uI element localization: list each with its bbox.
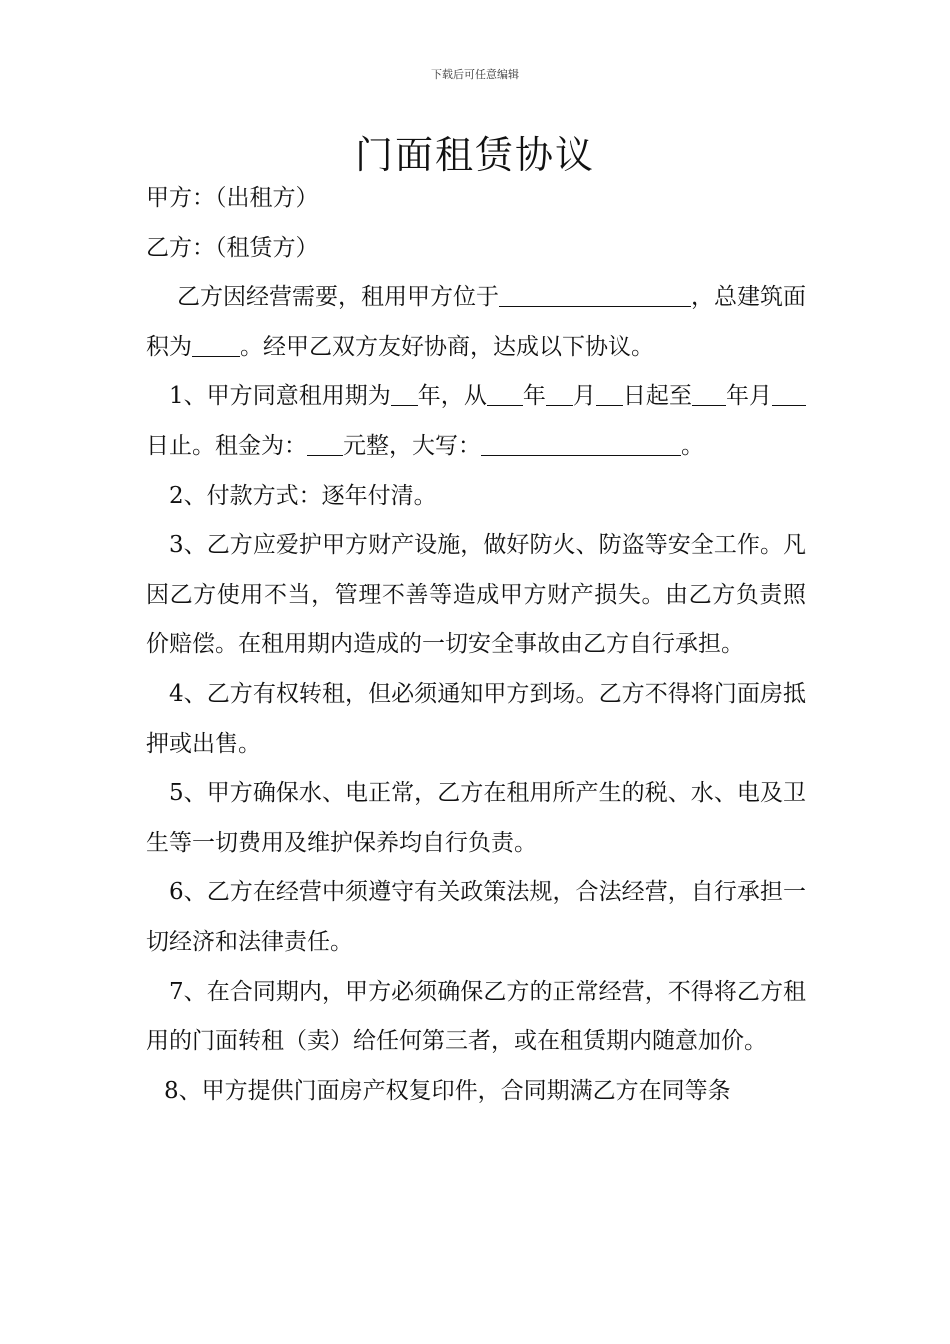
end-year-blank[interactable] bbox=[692, 381, 726, 406]
clause-8: 8、甲方提供门面房产权复印件，合同期满乙方在同等条 bbox=[164, 1077, 731, 1104]
clause-1: 1、甲方同意租用期为 年，从 年 月 日起至 年月日止。租金为： 元整，大写： 。 bbox=[146, 372, 806, 471]
clause-5: 5、甲方确保水、电正常，乙方在租用所产生的税、水、电及卫生等一切费用及维护保养均自行负责。 bbox=[146, 780, 806, 856]
party-a-line: 甲方：（出租方） bbox=[146, 185, 319, 211]
clause-6: 6、乙方在经营中须遵守有关政策法规，合法经营，自行承担一切经济和法律责任。 bbox=[146, 879, 806, 955]
document-body bbox=[146, 174, 806, 1116]
start-day-blank[interactable] bbox=[596, 381, 623, 406]
rent-amount-blank[interactable] bbox=[307, 431, 343, 456]
start-month-blank[interactable] bbox=[546, 381, 573, 406]
intro-paragraph: 乙方因经营需要，租用甲方位于 ，总建筑面积为 。经甲乙双方友好协商，达成以下协议。 bbox=[146, 284, 806, 360]
header-note: 下载后可任意编辑 bbox=[431, 68, 519, 81]
clause-3: 3、乙方应爱护甲方财产设施，做好防火、防盗等安全工作。凡因乙方使用不当，管理不善等造成甲方财产损失。由乙方负责照价赔偿。在租用期内造成的一切安全事故由乙方自行承担。 bbox=[146, 532, 806, 658]
rent-words-blank[interactable] bbox=[481, 431, 681, 456]
clause-7: 7、在合同期内，甲方必须确保乙方的正常经营，不得将乙方租用的门面转租（卖）给任何第三者，或在租赁期内随意加价。 bbox=[146, 978, 806, 1055]
clause-2: 2、付款方式：逐年付清。 bbox=[169, 482, 437, 509]
party-b-line: 乙方：（租赁方） bbox=[146, 234, 319, 261]
location-blank[interactable] bbox=[499, 282, 691, 307]
document-title: 门面租赁协议 bbox=[354, 133, 595, 177]
area-blank[interactable] bbox=[192, 332, 240, 357]
end-day-blank[interactable] bbox=[772, 381, 806, 406]
clause-4: 4、乙方有权转租，但必须通知甲方到场。乙方不得将门面房抵押或出售。 bbox=[146, 680, 806, 757]
term-years-blank[interactable] bbox=[391, 381, 418, 406]
start-year-blank[interactable] bbox=[487, 381, 523, 406]
